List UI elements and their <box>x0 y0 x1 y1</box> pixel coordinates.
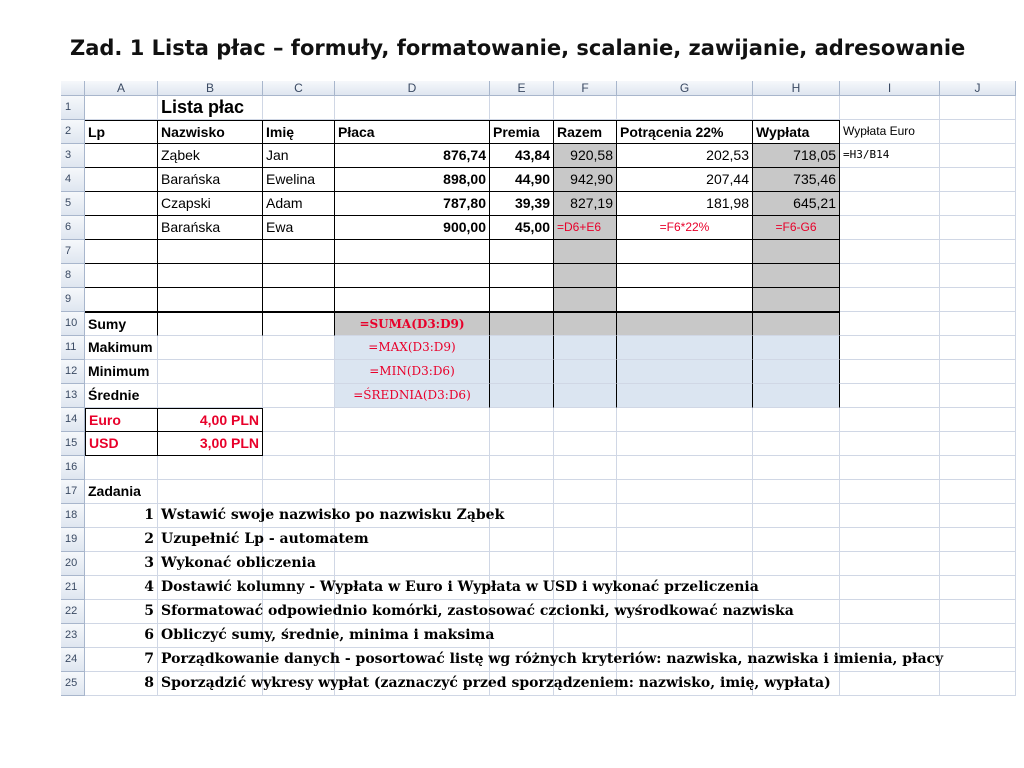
cell-imie[interactable]: Jan <box>263 144 335 168</box>
grid-cell[interactable] <box>263 336 335 360</box>
header-potracenia[interactable]: Potrącenia 22% <box>617 120 753 144</box>
avg-shaded[interactable] <box>617 384 753 408</box>
grid-cell[interactable] <box>490 456 554 480</box>
header-lp[interactable]: Lp <box>85 120 158 144</box>
cell-premia[interactable]: 39,39 <box>490 192 554 216</box>
empty-table-cell[interactable] <box>554 288 617 312</box>
task-number[interactable]: 8 <box>85 672 158 696</box>
grid-cell[interactable] <box>940 360 1016 384</box>
grid-cell[interactable] <box>263 360 335 384</box>
empty-table-cell[interactable] <box>158 288 263 312</box>
max-shaded[interactable] <box>753 336 840 360</box>
row-header[interactable]: 8 <box>61 264 85 288</box>
usd-label[interactable]: USD <box>85 432 158 456</box>
row-header[interactable]: 3 <box>61 144 85 168</box>
grid-cell[interactable] <box>840 360 940 384</box>
grid-cell[interactable] <box>940 192 1016 216</box>
grid-cell[interactable] <box>940 288 1016 312</box>
column-header[interactable]: F <box>554 81 617 96</box>
max-shaded[interactable] <box>490 336 554 360</box>
empty-table-cell[interactable] <box>490 288 554 312</box>
task-text[interactable]: Sporządzić wykresy wypłat (zaznaczyć przed sporządzeniem: nazwisko, imię, wypłata) <box>158 672 1016 696</box>
header-nazwisko[interactable]: Nazwisko <box>158 120 263 144</box>
grid-cell[interactable] <box>840 168 940 192</box>
avg-shaded[interactable] <box>554 384 617 408</box>
row-header[interactable]: 19 <box>61 528 85 552</box>
min-shaded[interactable] <box>554 360 617 384</box>
max-shaded[interactable] <box>617 336 753 360</box>
empty-table-cell[interactable] <box>753 264 840 288</box>
cell-potracenia[interactable]: 181,98 <box>617 192 753 216</box>
empty-table-cell[interactable] <box>617 288 753 312</box>
cell-wyplata[interactable]: =F6-G6 <box>753 216 840 240</box>
row-header[interactable]: 2 <box>61 120 85 144</box>
grid-cell[interactable] <box>753 432 840 456</box>
row-header[interactable]: 15 <box>61 432 85 456</box>
grid-cell[interactable] <box>554 432 617 456</box>
empty-table-cell[interactable] <box>490 264 554 288</box>
cell-imie[interactable]: Ewa <box>263 216 335 240</box>
cell-placa[interactable]: 900,00 <box>335 216 490 240</box>
grid-cell[interactable] <box>490 480 554 504</box>
grid-cell[interactable] <box>158 456 263 480</box>
avg-label[interactable]: Średnie <box>85 384 263 408</box>
min-shaded[interactable] <box>753 360 840 384</box>
sumy-shaded[interactable] <box>617 312 753 336</box>
empty-table-cell[interactable] <box>554 240 617 264</box>
row-header[interactable]: 1 <box>61 96 85 120</box>
grid-cell[interactable] <box>753 408 840 432</box>
grid-cell[interactable] <box>940 144 1016 168</box>
empty-table-cell[interactable] <box>335 264 490 288</box>
select-all-corner[interactable] <box>61 81 85 96</box>
empty-table-cell[interactable] <box>617 240 753 264</box>
empty-table-cell[interactable] <box>263 288 335 312</box>
cell-lp[interactable] <box>85 168 158 192</box>
row-header[interactable]: 25 <box>61 672 85 696</box>
grid-cell[interactable] <box>940 120 1016 144</box>
row-header[interactable]: 21 <box>61 576 85 600</box>
grid-cell[interactable] <box>940 408 1016 432</box>
cell-razem[interactable]: =D6+E6 <box>554 216 617 240</box>
grid-cell[interactable] <box>940 384 1016 408</box>
cell-imie[interactable]: Ewelina <box>263 168 335 192</box>
grid-cell[interactable] <box>840 264 940 288</box>
cell-lp[interactable] <box>85 192 158 216</box>
cell-razem[interactable]: 827,19 <box>554 192 617 216</box>
grid-cell[interactable] <box>554 96 617 120</box>
cell-placa[interactable]: 876,74 <box>335 144 490 168</box>
task-text[interactable]: Obliczyć sumy, średnie, minima i maksima <box>158 624 1016 648</box>
column-header[interactable]: B <box>158 81 263 96</box>
cell-imie[interactable]: Adam <box>263 192 335 216</box>
task-text[interactable]: Wykonać obliczenia <box>158 552 1016 576</box>
grid-cell[interactable] <box>940 168 1016 192</box>
row-header[interactable]: 22 <box>61 600 85 624</box>
cell-lp[interactable] <box>85 144 158 168</box>
grid-cell[interactable] <box>490 96 554 120</box>
empty-table-cell[interactable] <box>158 240 263 264</box>
min-formula[interactable]: =MIN(D3:D6) <box>335 360 490 384</box>
task-number[interactable]: 4 <box>85 576 158 600</box>
cell-wyplata[interactable]: 735,46 <box>753 168 840 192</box>
grid-cell[interactable] <box>263 480 335 504</box>
sumy-label[interactable]: Sumy <box>85 312 158 336</box>
task-number[interactable]: 1 <box>85 504 158 528</box>
max-shaded[interactable] <box>554 336 617 360</box>
sumy-empty-c[interactable] <box>263 312 335 336</box>
task-text[interactable]: Dostawić kolumny - Wypłata w Euro i Wypłata w USD i wykonać przeliczenia <box>158 576 1016 600</box>
row-header[interactable]: 16 <box>61 456 85 480</box>
grid-cell[interactable] <box>940 216 1016 240</box>
sumy-shaded[interactable] <box>490 312 554 336</box>
header-imie[interactable]: Imię <box>263 120 335 144</box>
min-label[interactable]: Minimum <box>85 360 263 384</box>
grid-cell[interactable] <box>840 408 940 432</box>
grid-cell[interactable] <box>840 96 940 120</box>
grid-cell[interactable] <box>263 384 335 408</box>
header-razem[interactable]: Razem <box>554 120 617 144</box>
task-text[interactable]: Uzupełnić Lp - automatem <box>158 528 1016 552</box>
task-number[interactable]: 3 <box>85 552 158 576</box>
grid-cell[interactable] <box>940 96 1016 120</box>
grid-cell[interactable] <box>617 480 753 504</box>
empty-table-cell[interactable] <box>85 288 158 312</box>
grid-cell[interactable] <box>940 456 1016 480</box>
cell-premia[interactable]: 45,00 <box>490 216 554 240</box>
avg-shaded[interactable] <box>490 384 554 408</box>
cell-nazwisko[interactable]: Czapski <box>158 192 263 216</box>
grid-cell[interactable] <box>753 96 840 120</box>
grid-cell[interactable] <box>85 456 158 480</box>
spreadsheet-grid <box>61 81 1016 721</box>
grid-cell[interactable] <box>554 456 617 480</box>
grid-cell[interactable] <box>940 312 1016 336</box>
row-header[interactable]: 20 <box>61 552 85 576</box>
empty-table-cell[interactable] <box>617 264 753 288</box>
grid-cell[interactable] <box>940 432 1016 456</box>
empty-table-cell[interactable] <box>490 240 554 264</box>
avg-formula[interactable]: =ŚREDNIA(D3:D6) <box>335 384 490 408</box>
row-header[interactable]: 10 <box>61 312 85 336</box>
column-header[interactable]: A <box>85 81 158 96</box>
euro-label[interactable]: Euro <box>85 408 158 432</box>
column-header[interactable]: C <box>263 81 335 96</box>
row-header[interactable]: 17 <box>61 480 85 504</box>
row-header[interactable]: 11 <box>61 336 85 360</box>
cell-wyplata[interactable]: 645,21 <box>753 192 840 216</box>
avg-shaded[interactable] <box>753 384 840 408</box>
euro-value[interactable]: 4,00 PLN <box>158 408 263 432</box>
cell-lp[interactable] <box>85 216 158 240</box>
cell-razem[interactable]: 920,58 <box>554 144 617 168</box>
min-shaded[interactable] <box>490 360 554 384</box>
empty-table-cell[interactable] <box>335 240 490 264</box>
empty-table-cell[interactable] <box>158 264 263 288</box>
slide-title: Zad. 1 Lista płac – formuły, formatowanie, scalanie, zawijanie, adresowanie <box>70 36 966 60</box>
grid-cell[interactable] <box>335 96 490 120</box>
grid-cell[interactable] <box>490 432 554 456</box>
column-header[interactable]: G <box>617 81 753 96</box>
empty-table-cell[interactable] <box>263 264 335 288</box>
task-number[interactable]: 6 <box>85 624 158 648</box>
grid-cell[interactable] <box>840 312 940 336</box>
cell-wyplata-euro-formula[interactable]: =H3/B14 <box>840 144 940 168</box>
row-header[interactable]: 6 <box>61 216 85 240</box>
grid-cell[interactable] <box>840 456 940 480</box>
cell-placa[interactable]: 787,80 <box>335 192 490 216</box>
cell-nazwisko[interactable]: Ząbek <box>158 144 263 168</box>
sumy-shaded[interactable] <box>554 312 617 336</box>
cell-potracenia[interactable]: 202,53 <box>617 144 753 168</box>
grid-cell[interactable] <box>840 480 940 504</box>
grid-cell[interactable] <box>263 408 335 432</box>
grid-cell[interactable] <box>554 408 617 432</box>
row-header[interactable]: 5 <box>61 192 85 216</box>
row-header[interactable]: 24 <box>61 648 85 672</box>
sumy-shaded[interactable] <box>753 312 840 336</box>
grid-cell[interactable] <box>940 264 1016 288</box>
column-header[interactable]: E <box>490 81 554 96</box>
column-header[interactable]: H <box>753 81 840 96</box>
row-header[interactable]: 9 <box>61 288 85 312</box>
grid-cell[interactable] <box>617 408 753 432</box>
cell-potracenia[interactable]: 207,44 <box>617 168 753 192</box>
sumy-formula[interactable]: =SUMA(D3:D9) <box>335 312 490 336</box>
grid-cell[interactable] <box>263 432 335 456</box>
grid-cell[interactable] <box>840 384 940 408</box>
empty-table-cell[interactable] <box>335 288 490 312</box>
task-number[interactable]: 2 <box>85 528 158 552</box>
min-shaded[interactable] <box>617 360 753 384</box>
grid-cell[interactable] <box>617 456 753 480</box>
header-wyplata[interactable]: Wypłata <box>753 120 840 144</box>
grid-cell[interactable] <box>753 456 840 480</box>
grid-cell[interactable] <box>840 432 940 456</box>
zadania-label[interactable]: Zadania <box>85 480 158 504</box>
task-text[interactable]: Sformatować odpowiednio komórki, zastosować czcionki, wyśrodkować nazwiska <box>158 600 1016 624</box>
header-wyplata-euro[interactable]: Wypłata Euro <box>840 120 940 144</box>
row-header[interactable]: 14 <box>61 408 85 432</box>
row-header[interactable]: 13 <box>61 384 85 408</box>
grid-cell[interactable] <box>335 408 490 432</box>
grid-cell[interactable] <box>335 432 490 456</box>
row-header[interactable]: 7 <box>61 240 85 264</box>
grid-cell[interactable] <box>335 480 490 504</box>
row-header[interactable]: 12 <box>61 360 85 384</box>
max-label[interactable]: Makimum <box>85 336 263 360</box>
grid-cell[interactable] <box>263 456 335 480</box>
grid-cell[interactable] <box>158 480 263 504</box>
grid-cell[interactable] <box>840 288 940 312</box>
empty-table-cell[interactable] <box>85 240 158 264</box>
empty-table-cell[interactable] <box>85 264 158 288</box>
grid-cell[interactable] <box>840 240 940 264</box>
grid-cell[interactable] <box>840 216 940 240</box>
max-formula[interactable]: =MAX(D3:D9) <box>335 336 490 360</box>
grid-cell[interactable] <box>85 96 158 120</box>
column-header[interactable]: J <box>940 81 1016 96</box>
row-header[interactable]: 18 <box>61 504 85 528</box>
grid-cell[interactable] <box>753 480 840 504</box>
grid-cell[interactable] <box>840 336 940 360</box>
column-header[interactable]: D <box>335 81 490 96</box>
row-header[interactable]: 4 <box>61 168 85 192</box>
empty-table-cell[interactable] <box>753 240 840 264</box>
usd-value[interactable]: 3,00 PLN <box>158 432 263 456</box>
header-placa[interactable]: Płaca <box>335 120 490 144</box>
grid-cell[interactable] <box>940 336 1016 360</box>
cell-razem[interactable]: 942,90 <box>554 168 617 192</box>
cell-placa[interactable]: 898,00 <box>335 168 490 192</box>
cell-nazwisko[interactable]: Barańska <box>158 216 263 240</box>
grid-cell[interactable] <box>940 240 1016 264</box>
task-number[interactable]: 7 <box>85 648 158 672</box>
task-text[interactable]: Porządkowanie danych - posortować listę wg różnych kryteriów: nazwiska, nazwiska i imienia, płacy <box>158 648 1016 672</box>
grid-cell[interactable] <box>617 96 753 120</box>
empty-table-cell[interactable] <box>554 264 617 288</box>
grid-cell[interactable] <box>617 432 753 456</box>
empty-table-cell[interactable] <box>753 288 840 312</box>
grid-cell[interactable] <box>490 408 554 432</box>
empty-table-cell[interactable] <box>263 240 335 264</box>
sumy-empty-b[interactable] <box>158 312 263 336</box>
row-header[interactable]: 23 <box>61 624 85 648</box>
cell-potracenia[interactable]: =F6*22% <box>617 216 753 240</box>
grid-cell[interactable] <box>335 456 490 480</box>
grid-cell[interactable] <box>554 480 617 504</box>
grid-cell[interactable] <box>940 480 1016 504</box>
grid-cell[interactable] <box>840 192 940 216</box>
task-text[interactable]: Wstawić swoje nazwisko po nazwisku Ząbek <box>158 504 1016 528</box>
cell-premia[interactable]: 44,90 <box>490 168 554 192</box>
task-number[interactable]: 5 <box>85 600 158 624</box>
cell-premia[interactable]: 43,84 <box>490 144 554 168</box>
sheet-title-cell[interactable]: Lista płac <box>158 96 335 120</box>
header-premia[interactable]: Premia <box>490 120 554 144</box>
cell-wyplata[interactable]: 718,05 <box>753 144 840 168</box>
column-header[interactable]: I <box>840 81 940 96</box>
cell-nazwisko[interactable]: Barańska <box>158 168 263 192</box>
